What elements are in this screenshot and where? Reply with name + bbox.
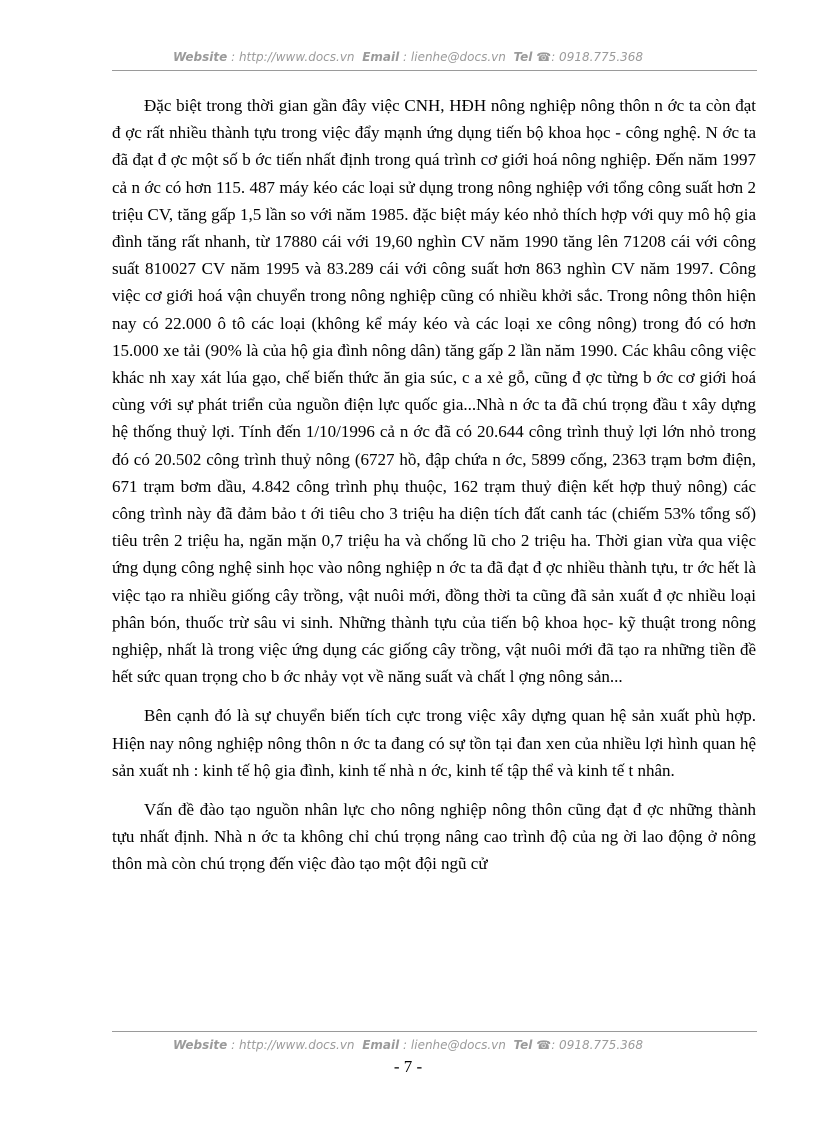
page-number: - 7 -: [393, 1057, 423, 1076]
footer-divider: [112, 1031, 757, 1032]
page-header: [0, 50, 816, 64]
header-website-value[interactable]: : http://www.docs.vn: [231, 50, 355, 64]
header-tel-label: Tel: [513, 50, 533, 64]
paragraph-3: Vấn đề đào tạo nguồn nhân lực cho nông nghiệp nông thôn cũng đạt đ ợc những thành tựu nhất định. Nhà n ớc ta không chỉ chú trọng nâng cao trình độ của ng ời lao động ở nông thôn mà còn chú trọng đến việc đào tạo một đội ngũ cử: [112, 800, 756, 874]
footer-website-value[interactable]: : http://www.docs.vn: [231, 1038, 355, 1052]
page-footer: [0, 1038, 816, 1052]
paragraph-2: Bên cạnh đó là sự chuyển biến tích cực trong việc xây dựng quan hệ sản xuất phù hợp. Hiện nay nông nghiệp nông thôn n ớc ta đang có sự tồn tại đan xen của nhiều lợi hình quan hệ sản xuất nh : kinh tế hộ gia đình, kinh tế nhà n ớc, kinh tế tập thể và kinh tế t nhân.: [112, 706, 756, 780]
footer-email-value[interactable]: : lienhe@docs.vn: [403, 1038, 506, 1052]
document-body: [112, 92, 756, 890]
header-email-label: Email: [362, 50, 400, 64]
footer-website-label: Website: [172, 1038, 228, 1052]
header-divider: [112, 70, 757, 71]
header-tel-value: : 0918.775.368: [551, 50, 644, 64]
header-email-value[interactable]: : lienhe@docs.vn: [403, 50, 506, 64]
phone-icon: ☎: [536, 50, 552, 64]
header-website-label: Website: [172, 50, 228, 64]
footer-email-label: Email: [362, 1038, 400, 1052]
footer-tel-value: : 0918.775.368: [551, 1038, 644, 1052]
footer-tel-label: Tel: [513, 1038, 533, 1052]
paragraph-1: Đặc biệt trong thời gian gần đây việc CNH, HĐH nông nghiệp nông thôn n ớc ta còn đạt đ ợc rất nhiều thành tựu trong việc đẩy mạnh ứng dụng tiến bộ khoa học - công nghệ. N ớc ta đã đạt đ ợc một số b ớc tiến nhất định trong quá trình cơ giới hoá nông nghiệp. Đến năm 1997 cả n ớc có hơn 115. 487 máy kéo các loại sử dụng trong nông nghiệp với tổng công suất hơn 2 triệu CV, tăng gấp 1,5 lần so với năm 1985. đặc biệt máy kéo nhỏ thích hợp với quy mô hộ gia đình tăng rất nhanh, từ 17880 cái với 19,60 nghìn CV năm 1990 tăng lên 71208 cái với công suất 810027 CV năm 1995 và 83.289 cái với công suất hơn 863 nghìn CV năm 1997. Công việc cơ giới hoá vận chuyển trong nông nghiệp cũng có nhiều khởi sắc. Trong nông thôn hiện nay có 22.000 ô tô các loại (không kể máy kéo và các loại xe công nông) trong đó có hơn 15.000 xe tải (90% là của hộ gia đình nông dân) tăng gấp 2 lần năm 1990. Các khâu công việc khác nh xay xát lúa gạo, chế biến thức ăn gia súc, c a xẻ gỗ, cũng đ ợc từng b ớc cơ giới hoá cùng với sự phát triển của nguồn điện lực quốc gia...Nhà n ớc ta đã chú trọng đầu t xây dựng hệ thống thuỷ lợi. Tính đến 1/10/1996 cả n ớc đã có 20.644 công trình thuỷ lợi lớn nhỏ trong đó có 20.502 công trình thuỷ nông (6727 hồ, đập chứa n ớc, 5899 cống, 2363 trạm bơm điện, 671 trạm bơm dầu, 4.842 công trình phụ thuộc, 162 trạm thuỷ điện kết hợp thuỷ nông) các công trình này đã đảm bảo t ới tiêu cho 3 triệu ha diện tích đất canh tác (chiếm 53% tổng số) tiêu trên 2 triệu ha, ngăn mặn 0,7 triệu ha và chống lũ cho 2 triệu ha. Thời gian vừa qua việc ứng dụng công nghệ sinh học vào nông nghiệp n ớc ta đã đạt đ ợc nhiều thành tựu, tr ớc hết là việc tạo ra nhiều giống cây trồng, vật nuôi mới, đồng thời ta cũng đã sản xuất đ ợc nhiều loại phân bón, thuốc trừ sâu vi sinh. Những thành tựu của tiến bộ khoa học- kỹ thuật trong nông nghiệp, nhất là trong việc ứng dụng các giống cây trồng, vật nuôi mới đã tạo ra những tiền đề hết sức quan trọng cho b ớc nhảy vọt về năng suất và chất l ợng nông sản...: [112, 96, 756, 687]
phone-icon: ☎: [536, 1038, 552, 1052]
